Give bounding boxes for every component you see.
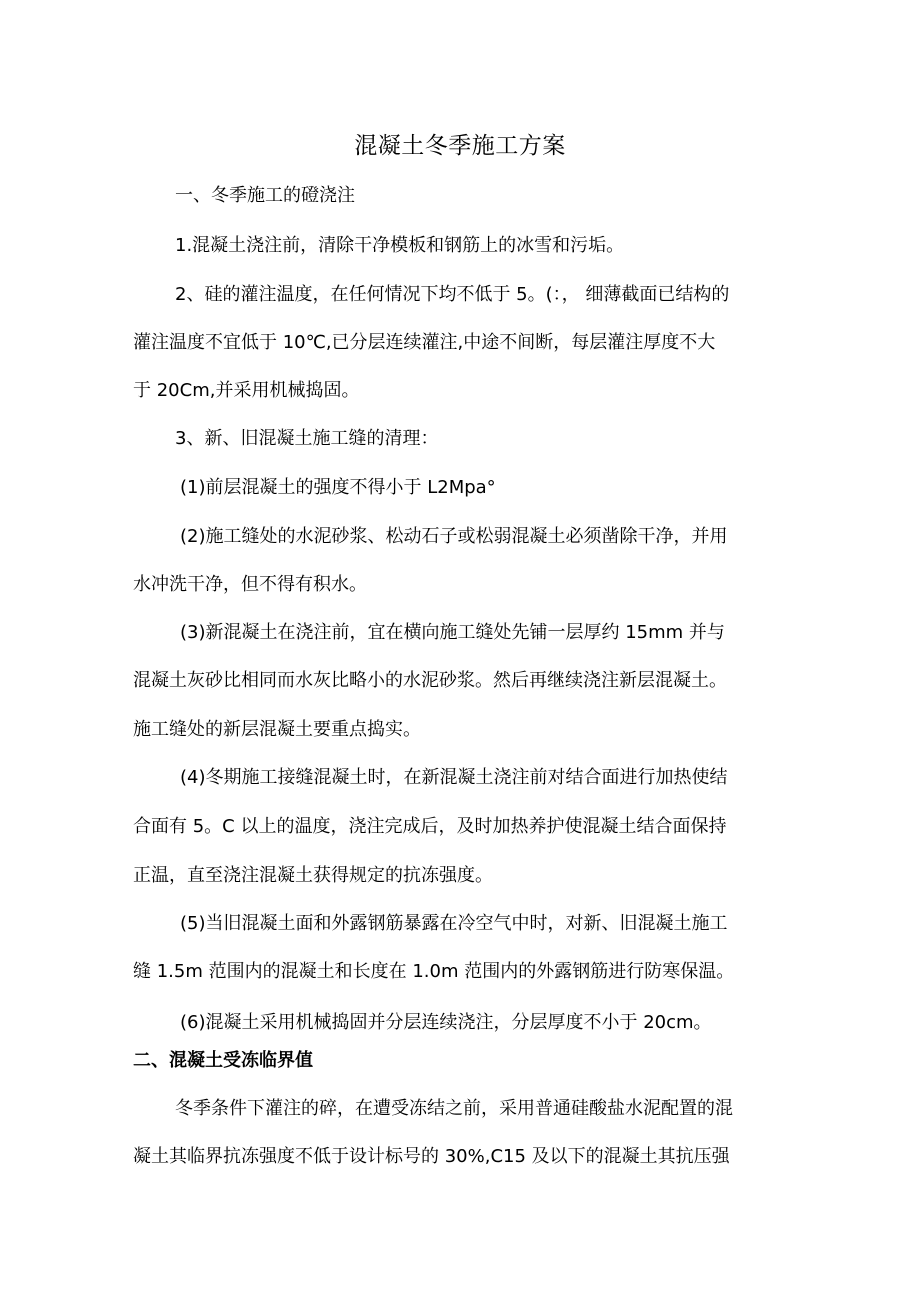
item-3-sub-1: (1)前层混凝土的强度不得小于 L2Mpa° [180,477,496,498]
section-1-heading: 一、冬季施工的磴浇注 [175,185,355,206]
item-1-text: 1.混凝土浇注前，清除干净模板和钢筋上的冰雪和污垢。 [175,235,625,256]
item-2-line-1: 2、硅的灌注温度，在任何情况下均不低于 5。(：， 细薄截面已结构的 [175,284,730,305]
item-3-sub-3-line-3: 施工缝处的新层混凝土要重点捣实。 [133,719,421,740]
item-2-line-2: 灌注温度不宜低于 10℃,已分层连续灌注,中途不间断，每层灌注厚度不大 [133,332,716,353]
section-2-para-line-1: 冬季条件下灌注的碎，在遭受冻结之前，采用普通硅酸盐水泥配置的混 [175,1098,733,1119]
item-3-sub-3-line-1: (3)新混凝土在浇注前，宜在横向施工缝处先铺一层厚约 15mm 并与 [180,622,725,643]
document-title: 混凝土冬季施工方案 [354,133,566,159]
item-3-sub-4-line-2: 合面有 5。C 以上的温度，浇注完成后，及时加热养护使混凝土结合面保持 [133,816,727,837]
item-3-sub-5-line-1: (5)当旧混凝土面和外露钢筋暴露在冷空气中时，对新、旧混凝土施工 [180,913,728,934]
item-3-sub-2-line-2: 水冲洗干净，但不得有积水。 [133,574,367,595]
item-3-sub-3-line-2: 混凝土灰砂比相同而水灰比略小的水泥砂浆。然后再继续浇注新层混凝土。 [133,670,727,691]
section-2-para-line-2: 凝土其临界抗冻强度不低于设计标号的 30%,C15 及以下的混凝土其抗压强 [133,1146,730,1167]
item-3-sub-4-line-1: (4)冬期施工接缝混凝土时，在新混凝土浇注前对结合面进行加热使结 [180,767,728,788]
item-3-sub-4-line-3: 正温，直至浇注混凝土获得规定的抗冻强度。 [133,865,493,886]
item-3-sub-6: (6)混凝土采用机械捣固并分层连续浇注，分层厚度不小于 20cm。 [180,1012,712,1033]
item-3-heading: 3、新、旧混凝土施工缝的清理： [175,428,439,449]
item-3-sub-5-line-2: 缝 1.5m 范围内的混凝土和长度在 1.0m 范围内的外露钢筋进行防寒保温。 [133,961,735,982]
item-3-sub-2-line-1: (2)施工缝处的水泥砂浆、松动石子或松弱混凝土必须凿除干净，并用 [180,526,728,547]
item-2-line-3: 于 20Cm,并采用机械捣固。 [133,380,360,401]
section-2-heading: 二、混凝土受冻临界值 [133,1050,313,1071]
